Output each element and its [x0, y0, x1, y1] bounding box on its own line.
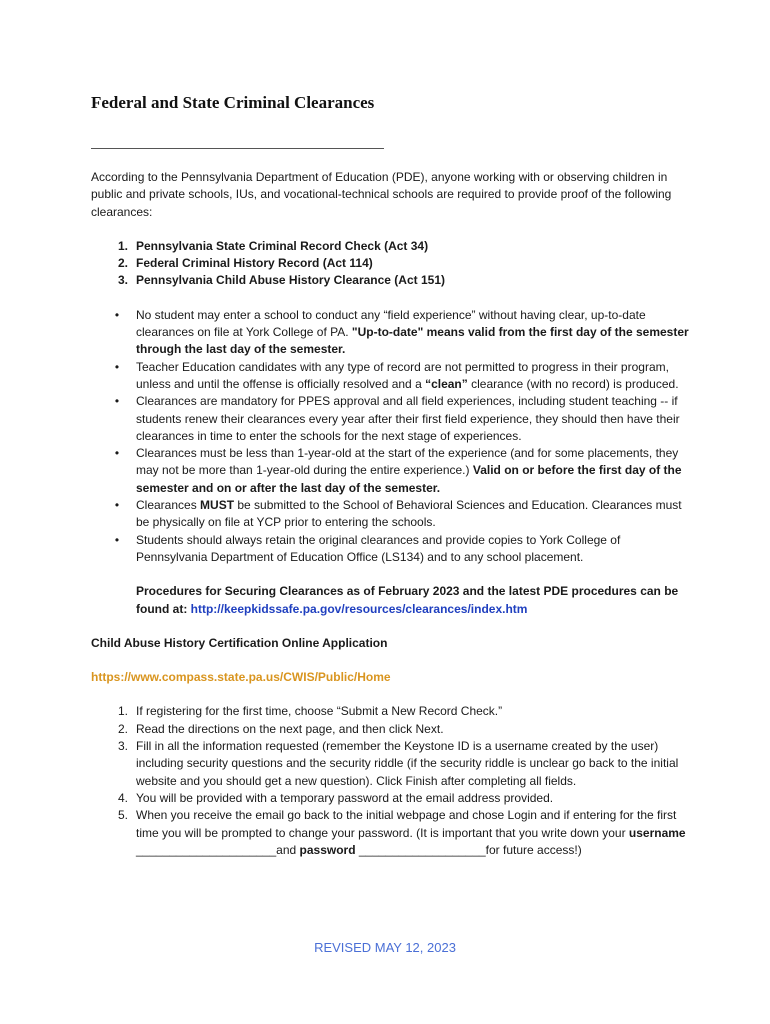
step-item [91, 790, 691, 807]
clearances-list [91, 238, 691, 290]
requirements-list [91, 307, 691, 566]
compass-link[interactable]: https://www.compass.state.pa.us/CWIS/Public/Home [91, 670, 391, 685]
clearance-item [91, 255, 691, 272]
bullet-icon: • [114, 446, 120, 461]
requirement-emphasis: "Up-to-date" means valid from the first day of the semester through the last day of the semester. [136, 325, 689, 357]
bullet-icon: • [114, 532, 120, 547]
clearance-item [91, 238, 691, 255]
title-divider [91, 148, 384, 149]
step-text: When you receive the email go back to the initial webpage and chose Login and if entering for the first time you will be prompted to change your password. (It is important that you write down your [136, 808, 677, 840]
requirement-item [91, 393, 691, 445]
step-item [91, 703, 691, 720]
step-item [91, 738, 691, 790]
password-blank: ___________________for future access!) [355, 842, 582, 857]
requirement-text: Students should always retain the original clearances and provide copies to York College of Pennsylvania Department of Education Office (LS134) and to any school placement. [136, 532, 621, 564]
requirement-text-tail: be submitted to the School of Behavioral Sciences and Education. Clearances must be physically on file at YCP prior to entering the schools. [136, 498, 682, 530]
requirement-text: No student may enter a school to conduct any “field experience” without having clear, up-to-date clearances on file at York College of PA. [136, 307, 646, 340]
requirement-emphasis: MUST [200, 498, 235, 513]
requirement-item [91, 445, 691, 497]
procedures-text: Procedures for Securing Clearances as of February 2023 and the latest PDE procedures can be found at: [136, 584, 679, 616]
bullet-icon: • [114, 307, 120, 322]
list-number: 2. [117, 256, 128, 271]
child-abuse-heading: Child Abuse History Certification Online Application [91, 635, 388, 650]
requirement-item [91, 307, 691, 359]
clearance-item [91, 272, 691, 289]
step-item [91, 721, 691, 738]
username-label: username [628, 825, 686, 840]
bullet-icon: • [114, 498, 120, 513]
procedures-link[interactable]: http://keepkidssafe.pa.gov/resources/clearances/index.htm [190, 601, 528, 616]
clearance-text: Federal Criminal History Record (Act 114) [136, 256, 373, 271]
step-text: Fill in all the information requested (remember the Keystone ID is a username created by the user) including security questions and the security riddle (if the security riddle is unclear go back to the initial website and you should get a new question). Click Finish after completing all fields. [136, 739, 679, 788]
step-text: If registering for the first time, choose “Submit a New Record Check.” [136, 704, 503, 719]
step-text: Read the directions on the next page, and then click Next. [136, 721, 444, 736]
requirement-text: Teacher Education candidates with any type of record are not permitted to progress in their program, unless and until the offense is officially resolved and a [136, 359, 669, 391]
intro-paragraph: According to the Pennsylvania Department of Education (PDE), anyone working with or observing children in public and private schools, IUs, and vocational-technical schools are required to provide proof of the following clearances: [91, 170, 672, 219]
document-body [91, 169, 691, 859]
list-number: 1. [117, 238, 128, 253]
list-number: 1. [117, 704, 128, 719]
requirement-text: Clearances are mandatory for PPES approval and all field experiences, including student teaching -- if students renew their clearances every year after their first field experience, they should then have their clearances in time to enter the schools for the next stage of experiences. [136, 394, 680, 443]
requirement-text-tail: clearance (with no record) is produced. [467, 376, 679, 391]
step-item [91, 807, 691, 859]
requirement-item [91, 497, 691, 532]
page-title: Federal and State Criminal Clearances [91, 93, 375, 112]
bullet-icon: • [114, 359, 120, 374]
list-number: 5. [117, 808, 128, 823]
password-label: password [299, 842, 356, 857]
requirement-text: Clearances must be less than 1-year-old at the start of the experience (and for some placements, they may not be more than 1-year-old during the entire experience.) [136, 446, 679, 478]
list-number: 3. [117, 273, 128, 288]
list-number: 4. [117, 790, 128, 805]
revision-footer: REVISED MAY 12, 2023 [314, 940, 456, 955]
steps-list [91, 703, 691, 859]
requirement-text: Clearances [136, 498, 201, 513]
procedures-paragraph [91, 583, 691, 618]
requirement-item [91, 532, 691, 567]
clearance-text: Pennsylvania Child Abuse History Clearance (Act 151) [136, 273, 445, 288]
requirement-item [91, 359, 691, 394]
requirement-emphasis: “clean” [425, 376, 468, 391]
list-number: 2. [117, 721, 128, 736]
clearance-text: Pennsylvania State Criminal Record Check (Act 34) [136, 238, 429, 253]
list-number: 3. [117, 739, 128, 754]
requirement-emphasis: Valid on or before the first day of the semester and on or after the last day of the semester. [136, 463, 682, 495]
bullet-icon: • [114, 394, 120, 409]
step-text: You will be provided with a temporary password at the email address provided. [136, 790, 554, 805]
username-blank: _____________________and [136, 842, 300, 857]
